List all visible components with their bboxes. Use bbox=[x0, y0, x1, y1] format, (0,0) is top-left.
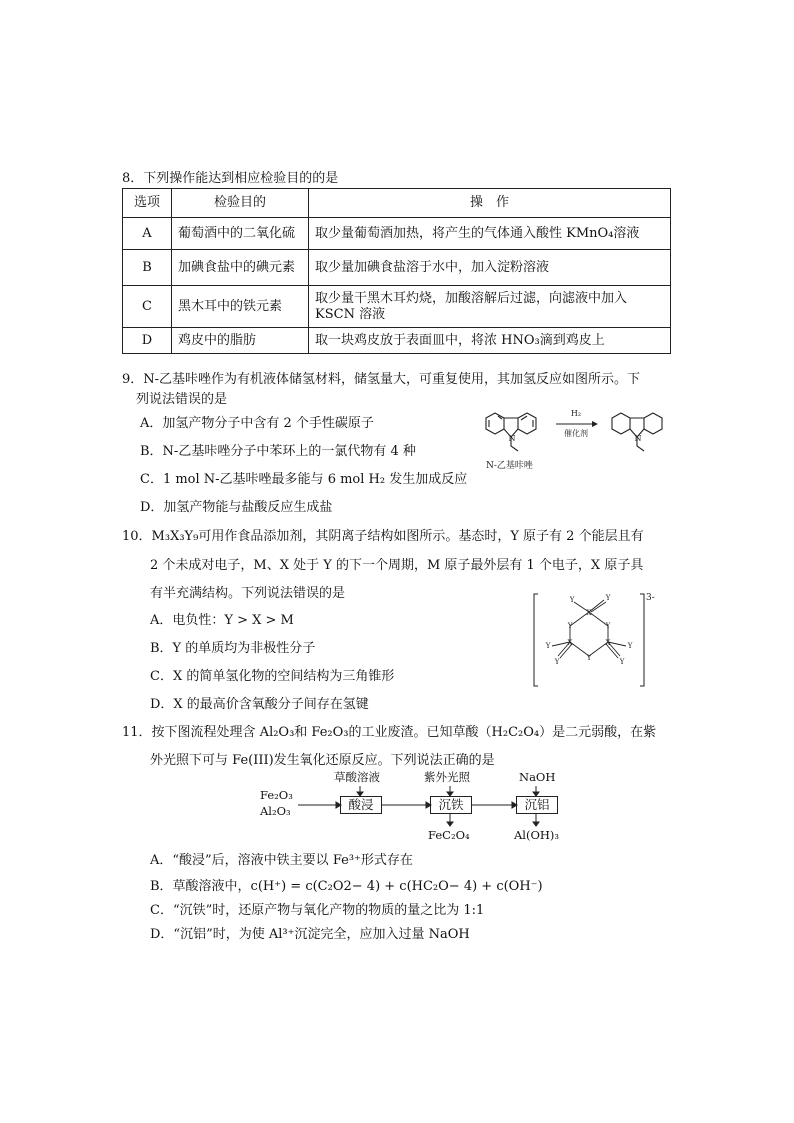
row-option: B bbox=[123, 250, 172, 286]
row-option: D bbox=[123, 328, 172, 354]
q9-stem-line1: 9．N-乙基咔唑作为有机液体储氢材料，储氢量大，可重复使用，其加氢反应如图所示。下 bbox=[122, 372, 641, 387]
atom-y-left-2: Y bbox=[554, 658, 560, 666]
table-row bbox=[123, 286, 671, 328]
flow-product-aloh3: Al(OH)₃ bbox=[514, 828, 560, 842]
q11-stem-line1: 11．按下图流程处理含 Al₂O₃和 Fe₂O₃的工业废渣。已知草酸（H₂C₂O₄）是二元弱酸，在紫 bbox=[122, 725, 657, 740]
q10-option-a: A．电负性：Y > X > M bbox=[150, 613, 294, 628]
charge-label: 3- bbox=[646, 593, 655, 603]
q9-option-c: C．1 mol N-乙基咔唑最多能与 6 mol H₂ 发生加成反应 bbox=[140, 472, 468, 487]
flow-reagent-uv: 紫外光照 bbox=[424, 770, 470, 784]
n-ethylcarbazole-structure bbox=[486, 413, 536, 451]
table-row bbox=[123, 328, 671, 354]
atom-y-ring-3: Y bbox=[586, 654, 592, 662]
row-purpose: 加碘食盐中的碘元素 bbox=[172, 250, 309, 286]
row-purpose: 葡萄酒中的二氧化硫 bbox=[172, 218, 309, 250]
atom-y-right-2: Y bbox=[619, 658, 625, 666]
table-row bbox=[123, 250, 671, 286]
row-purpose: 鸡皮中的脂肪 bbox=[172, 328, 309, 354]
hydrogenated-product-structure bbox=[612, 413, 662, 451]
reagent-h2: H₂ bbox=[570, 409, 582, 418]
row-operation: 取少量干黑木耳灼烧，加酸溶解后过滤，向滤液中加入 KSCN 溶液 bbox=[309, 286, 671, 328]
table-row bbox=[123, 218, 671, 250]
q10-stem-line2: 2 个未成对电子，M、X 处于 Y 的下一个周期，M 原子最外层有 1 个电子，X 原子具 bbox=[150, 558, 644, 573]
flow-step-iron-precip: 沉铁 bbox=[430, 796, 472, 814]
flow-reagent-naoh: NaOH bbox=[519, 770, 556, 784]
q11-option-b: B．草酸溶液中，c(H⁺) = c(C₂O2− 4) + c(HC₂O− 4) + c(OH⁻) bbox=[150, 879, 543, 894]
flow-product-fec2o4: FeC₂O₄ bbox=[428, 828, 470, 842]
bracket-right bbox=[640, 594, 644, 686]
atom-x-top: X bbox=[586, 609, 592, 617]
reaction-arrow-head bbox=[592, 421, 598, 427]
atom-y-top-right: Y bbox=[605, 594, 611, 602]
q11-stem-line2: 外光照下可与 Fe(III)发生氧化还原反应。下列说法正确的是 bbox=[150, 753, 495, 768]
flow-input-fe2o3: Fe₂O₃ bbox=[260, 788, 293, 802]
atom-y-top-left: Y bbox=[569, 596, 575, 604]
flow-step-al-precip: 沉铝 bbox=[516, 796, 558, 814]
atom-y-left-1: Y bbox=[545, 642, 551, 650]
reactant-label: N-乙基咔唑 bbox=[486, 461, 533, 471]
header-operation: 操 作 bbox=[309, 189, 671, 218]
header-purpose: 检验目的 bbox=[172, 189, 309, 218]
reagent-catalyst: 催化剂 bbox=[564, 429, 588, 438]
q9-option-d: D．加氢产物能与盐酸反应生成盐 bbox=[140, 500, 333, 515]
flow-arrows bbox=[290, 780, 570, 830]
q10-stem-line3: 有半充满结构。下列说法错误的是 bbox=[150, 586, 346, 601]
row-purpose: 黑木耳中的铁元素 bbox=[172, 286, 309, 328]
atom-x-left: X bbox=[567, 639, 573, 647]
q11-option-c: C．“沉铁”时，还原产物与氧化产物的物质的量之比为 1:1 bbox=[150, 903, 485, 918]
atom-y-right-1: Y bbox=[627, 642, 633, 650]
header-option: 选项 bbox=[123, 189, 172, 218]
nitrogen-label-product: N bbox=[634, 434, 642, 443]
q9-option-a: A．加氢产物分子中含有 2 个手性碳原子 bbox=[140, 416, 374, 431]
q9-reaction-figure bbox=[478, 398, 698, 478]
nitrogen-label: N bbox=[508, 434, 516, 443]
q11-option-a: A．“酸浸”后，溶液中铁主要以 Fe³⁺形式存在 bbox=[150, 853, 413, 868]
row-operation: 取少量加碘食盐溶于水中，加入淀粉溶液 bbox=[309, 250, 671, 286]
q8-stem: 8．下列操作能达到相应检验目的的是 bbox=[122, 171, 339, 186]
q9-option-b: B．N-乙基咔唑分子中苯环上的一氯代物有 4 种 bbox=[140, 444, 416, 459]
flow-input-al2o3: Al₂O₃ bbox=[260, 804, 291, 818]
q11-option-d: D．“沉铝”时，为使 Al³⁺沉淀完全，应加入过量 NaOH bbox=[150, 927, 470, 942]
flow-reagent-oxalic: 草酸溶液 bbox=[334, 770, 380, 784]
q10-option-c: C．X 的简单氢化物的空间结构为三角锥形 bbox=[150, 669, 395, 684]
q10-option-b: B．Y 的单质均为非极性分子 bbox=[150, 641, 316, 656]
q10-stem-line1: 10．M₃X₃Y₉可用作食品添加剂，其阴离子结构如图所示。基态时，Y 原子有 2 个能层且有 bbox=[122, 529, 644, 544]
q10-anion-figure bbox=[530, 590, 660, 690]
q8-header-row bbox=[123, 189, 671, 218]
bracket-left bbox=[534, 594, 538, 686]
atom-y-ring-1: Y bbox=[567, 622, 573, 630]
atom-y-ring-2: Y bbox=[605, 622, 611, 630]
atom-x-right: X bbox=[605, 639, 611, 647]
row-option: C bbox=[123, 286, 172, 328]
row-option: A bbox=[123, 218, 172, 250]
q8-table bbox=[122, 188, 671, 354]
q10-option-d: D．X 的最高价含氧酸分子间存在氢键 bbox=[150, 697, 369, 712]
q9-stem-line2: 列说法错误的是 bbox=[136, 392, 228, 407]
row-operation: 取少量葡萄酒加热，将产生的气体通入酸性 KMnO₄溶液 bbox=[309, 218, 671, 250]
row-operation: 取一块鸡皮放于表面皿中，将浓 HNO₃滴到鸡皮上 bbox=[309, 328, 671, 354]
flow-step-acid-leach: 酸浸 bbox=[340, 796, 382, 814]
